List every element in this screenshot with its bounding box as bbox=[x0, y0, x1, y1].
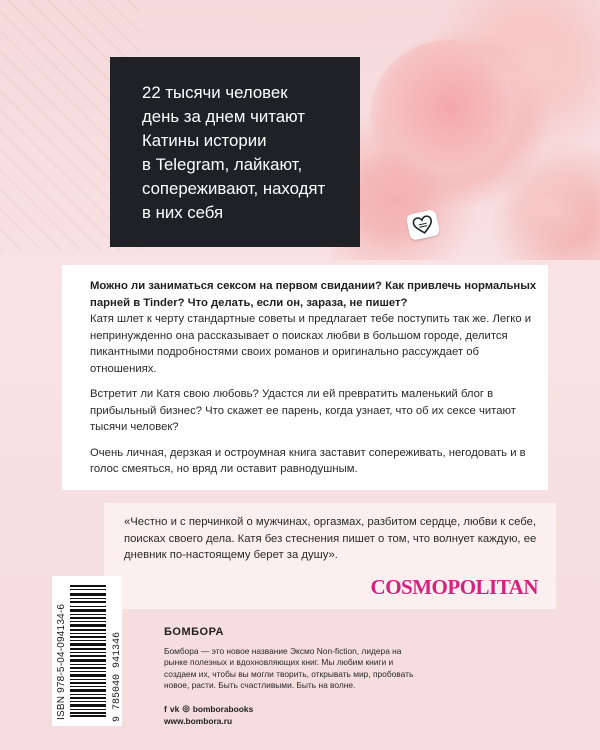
description-paragraph: Катя шлет к черту стандартные советы и предлагает тебе поступить так же. Легко и непринужденно она рассказывает о поисках любви в большом городе, делится пикантными подробностями своих романов и оригинально рассуждает об отношениях. bbox=[90, 313, 532, 375]
social-handle: bomborabooks bbox=[192, 703, 254, 714]
barcode-digits: 9 785040 941346 bbox=[112, 631, 123, 722]
social-links bbox=[164, 703, 253, 714]
description-lead: Можно ли заниматься сексом на первом свидании? Как привлечь нормальных парней в Tinder? Что делать, если он, зараза, не пишет? bbox=[90, 280, 537, 309]
review-quote: «Честно и с перчинкой о мужчинах, оргазмах, разбитом сердце, любви к себе, поисках своего дела. Катя без стеснения пишет о том, что волнует каждую, ее дневник по-настоящему берет за душу». bbox=[124, 516, 537, 561]
description-paragraph: Встретит ли Катя свою любовь? Удастся ли ей превратить маленький блог в прибыльный бизнес? Что скажет ее парень, когда узнает, что об их сексе читают тысячи человек? bbox=[90, 388, 516, 433]
vk-icon[interactable]: vk bbox=[169, 703, 180, 714]
instagram-icon[interactable]: ◎ bbox=[182, 703, 190, 713]
publisher-logo: БОМБОРА bbox=[164, 626, 224, 638]
quote-text: 22 тысячи человек день за днем читают Катины истории в Telegram, лайкают, сопереживают, находят в них себя bbox=[142, 83, 326, 222]
facebook-icon[interactable]: f bbox=[164, 703, 167, 714]
publisher-description: Бомбора — это новое название Эксмо Non-fiction, лидера на рынке полезных и вдохновляющих книг. Мы любим книги и создаем их, чтобы вы могли творить, открывать мир, пробовать новое, расти. Быть счастливыми. Быть на волне. bbox=[164, 646, 414, 690]
publisher-website[interactable]: www.bombora.ru bbox=[164, 716, 233, 726]
cosmopolitan-logo: COSMOPOLITAN bbox=[370, 575, 538, 599]
rose-decoration bbox=[330, 0, 600, 260]
rose-petal bbox=[480, 10, 600, 120]
barcode-bars bbox=[70, 585, 110, 717]
quote-box bbox=[110, 57, 360, 247]
description-panel bbox=[62, 265, 548, 490]
isbn-label: ISBN 978-5-04-094134-6 bbox=[56, 603, 67, 720]
review-panel bbox=[104, 503, 556, 609]
rose-petal bbox=[500, 160, 600, 250]
description-paragraph: Очень личная, дерзкая и остроумная книга заставит сопереживать, негодовать и в голос смеяться, но вряд ли оставит равнодушным. bbox=[90, 446, 526, 475]
